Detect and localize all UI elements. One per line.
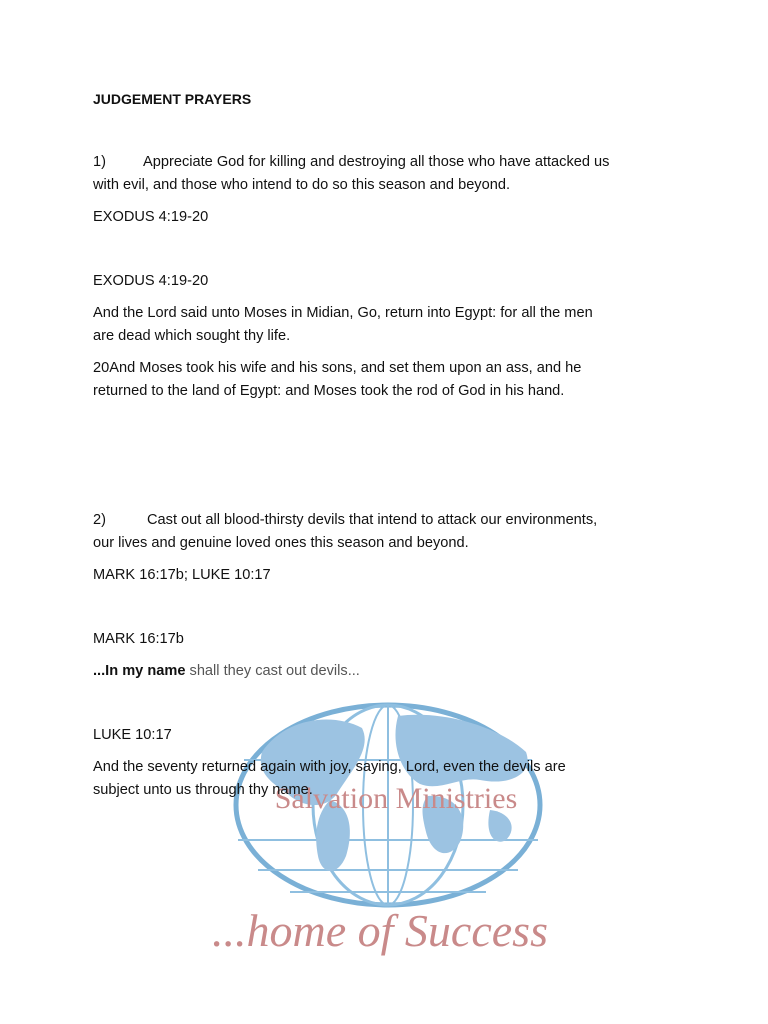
prayer-2-number: 2)	[93, 512, 106, 528]
prayer-1-number: 1)	[93, 154, 106, 170]
prayer-2-passage-1-rest: shall they cast out devils...	[185, 663, 360, 679]
prayer-1-verse-1-line-1: And the Lord said unto Moses in Midian, Go, return into Egypt: for all the men	[93, 305, 593, 321]
prayer-2-passage-1-text	[93, 660, 693, 682]
watermark-tagline: ...home of Success	[212, 905, 548, 956]
prayer-2-text-line-2: our lives and genuine loved ones this season and beyond.	[93, 535, 469, 551]
prayer-1-reference: EXODUS 4:19-20	[93, 209, 209, 225]
prayer-1-text-line-1: Appreciate God for killing and destroying all those who have attacked us	[143, 154, 610, 170]
prayer-1-verse-2-line-2: returned to the land of Egypt: and Moses took the rod of God in his hand.	[93, 383, 565, 399]
prayer-2-passage-1-heading: MARK 16:17b	[93, 631, 184, 647]
prayer-1-verse-1-line-2: are dead which sought thy life.	[93, 328, 291, 344]
prayer-2-text-line-1: Cast out all blood-thirsty devils that intend to attack our environments,	[147, 512, 598, 528]
prayer-1-passage-heading: EXODUS 4:19-20	[93, 273, 209, 289]
watermark-org-name: Salvation Ministries	[274, 782, 518, 815]
prayer-2-passage-1-prefix: ...In my name	[93, 663, 186, 679]
prayer-1-verse-2-line-1: 20And Moses took his wife and his sons, and set them upon an ass, and he	[93, 360, 582, 376]
prayer-2-passage-2-heading: LUKE 10:17	[93, 727, 172, 743]
prayer-1-text-line-2: with evil, and those who intend to do so this season and beyond.	[93, 177, 511, 193]
prayer-2-line-1	[93, 509, 693, 531]
prayer-2-passage-2-line-2: subject unto us through thy name.	[93, 782, 313, 798]
prayer-2-reference: MARK 16:17b; LUKE 10:17	[93, 567, 271, 583]
page-title: JUDGEMENT PRAYERS	[93, 91, 252, 107]
prayer-1-line-1	[93, 151, 693, 173]
prayer-2-passage-2-line-1: And the seventy returned again with joy, saying, Lord, even the devils are	[93, 759, 566, 775]
